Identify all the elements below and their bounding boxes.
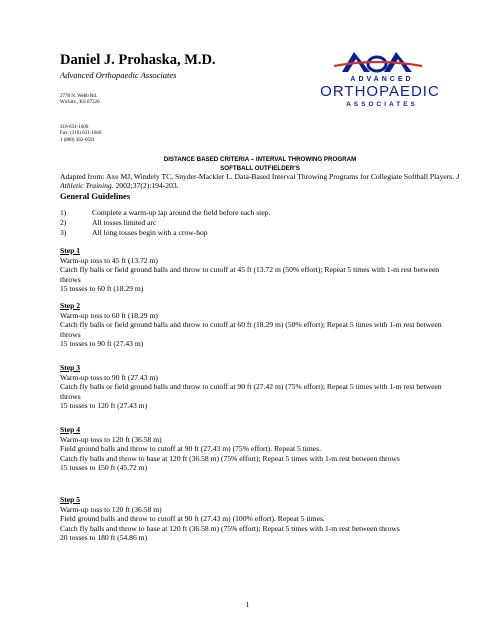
address <box>60 94 100 107</box>
citation <box>60 172 460 190</box>
step-line: 15 tosses to 120 ft (27.43 m) <box>60 401 148 410</box>
citation-details: 2002;37(2):194-203. <box>113 181 179 190</box>
logo-line-orthopaedic: ORTHOPAEDIC <box>320 83 440 100</box>
phone-line: 1 (800) 362-0591 <box>60 137 95 143</box>
logo-line-associates: ASSOCIATES <box>346 101 418 108</box>
step-line: Catch fly balls or field ground balls and throw to cutoff at 45 ft (13.72 m (50% effort); Repeat 5 times with 1-m rest between throws <box>60 265 440 284</box>
step-block <box>60 246 460 294</box>
step-line: Catch fly balls or field ground balls and throw to cutoff at 60 ft (18.29 m) (50% effort); Repeat 5 times with 1-m rest between throws <box>60 320 442 339</box>
step-line: Warm-up toss to 60 ft (18.29 m) <box>60 310 158 320</box>
guideline-text: All tosses limited arc <box>92 218 157 227</box>
guideline-number: 3) <box>60 228 67 237</box>
step-line: Catch fly balls and throw to base at 120 ft (36.58 m) (75% effort); Repeat 5 times with 1-m rest between throws <box>60 523 400 533</box>
step-line: 15 tosses to 60 ft (18.29 m) <box>60 284 144 293</box>
practice-name: Advanced Orthopaedic Associates <box>60 70 177 80</box>
step-line: Catch fly balls or field ground balls and throw to cutoff at 90 ft (27.42 m) (75% effort); Repeat 5 times with 1-m rest between throws <box>60 382 442 401</box>
guideline-item <box>60 218 156 227</box>
phone-line: Fax: (316) 631-1666 <box>60 131 102 137</box>
step-line: Warm-up toss to 90 ft (27.43 m) <box>60 372 158 382</box>
guideline-item <box>60 228 208 237</box>
guideline-text: Complete a warm-up lap around the field before each step. <box>92 208 271 217</box>
address-line: 2778 N. Webb Rd. <box>60 94 98 99</box>
step-line: Warm-up toss to 120 ft (36.58 m) <box>60 504 162 514</box>
doctor-name: Daniel J. Prohaska, M.D. <box>60 52 216 68</box>
step-block <box>60 495 460 543</box>
guideline-item <box>60 208 270 217</box>
phone-line: 316-631-1600 <box>60 125 89 130</box>
step-line: 15 tosses to 90 ft (27.43 m) <box>60 339 144 348</box>
logo-line-advanced: ADVANCED <box>350 76 414 83</box>
step-heading: Step 4 <box>60 425 81 434</box>
program-subtitle: SOFTBALL OUTFIELDER'S <box>220 165 300 172</box>
guideline-number: 2) <box>60 218 67 227</box>
address-line: Wichita , KS 67226 <box>60 100 100 106</box>
guideline-number: 1) <box>60 208 67 217</box>
step-heading: Step 1 <box>60 246 81 255</box>
step-line: 15 tosses to 150 ft (45.72 m) <box>60 463 148 472</box>
program-titles <box>60 155 460 173</box>
guideline-text: All long tosses begin with a crow-hop <box>92 228 208 237</box>
citation-journal: J Athletic Training. <box>60 172 460 190</box>
aoa-monogram-icon <box>334 52 422 72</box>
step-heading: Step 2 <box>60 301 81 310</box>
citation-text: Adapted from: Axe MJ, Windely TC, Snyder-Mackler L. Data-Based Interval Throwing Programs for Collegiate Softball Players. <box>60 172 455 181</box>
step-heading: Step 5 <box>60 495 81 504</box>
step-line: Warm-up toss to 120 ft (36.58 m) <box>60 434 162 444</box>
step-block <box>60 425 460 473</box>
aoa-logo <box>314 50 444 110</box>
step-block <box>60 363 460 411</box>
step-line: Warm-up toss to 45 ft (13.72 m) <box>60 255 158 265</box>
page-number: 1 <box>245 600 250 609</box>
step-heading: Step 3 <box>60 363 81 372</box>
step-block <box>60 301 460 349</box>
guidelines-heading: General Guidelines <box>60 191 131 201</box>
step-line: Field ground balls and throw to cutoff at 90 ft (27.43 m) (100% effort). Repeat 5 times. <box>60 514 325 523</box>
step-line: 20 tosses to 180 ft (54.86 m) <box>60 533 148 542</box>
step-line: Catch fly balls and throw to base at 120 ft (36.58 m) (75% effort); Repeat 5 times with 1-m rest between throws <box>60 453 400 463</box>
program-title: DISTANCE BASED CRITERIA – INTERVAL THROWING PROGRAM <box>163 156 357 163</box>
step-line: Field ground balls and throw to cutoff at 90 ft (27.43 m) (75% effort). Repeat 5 times. <box>60 444 322 453</box>
phone-numbers <box>60 125 101 144</box>
